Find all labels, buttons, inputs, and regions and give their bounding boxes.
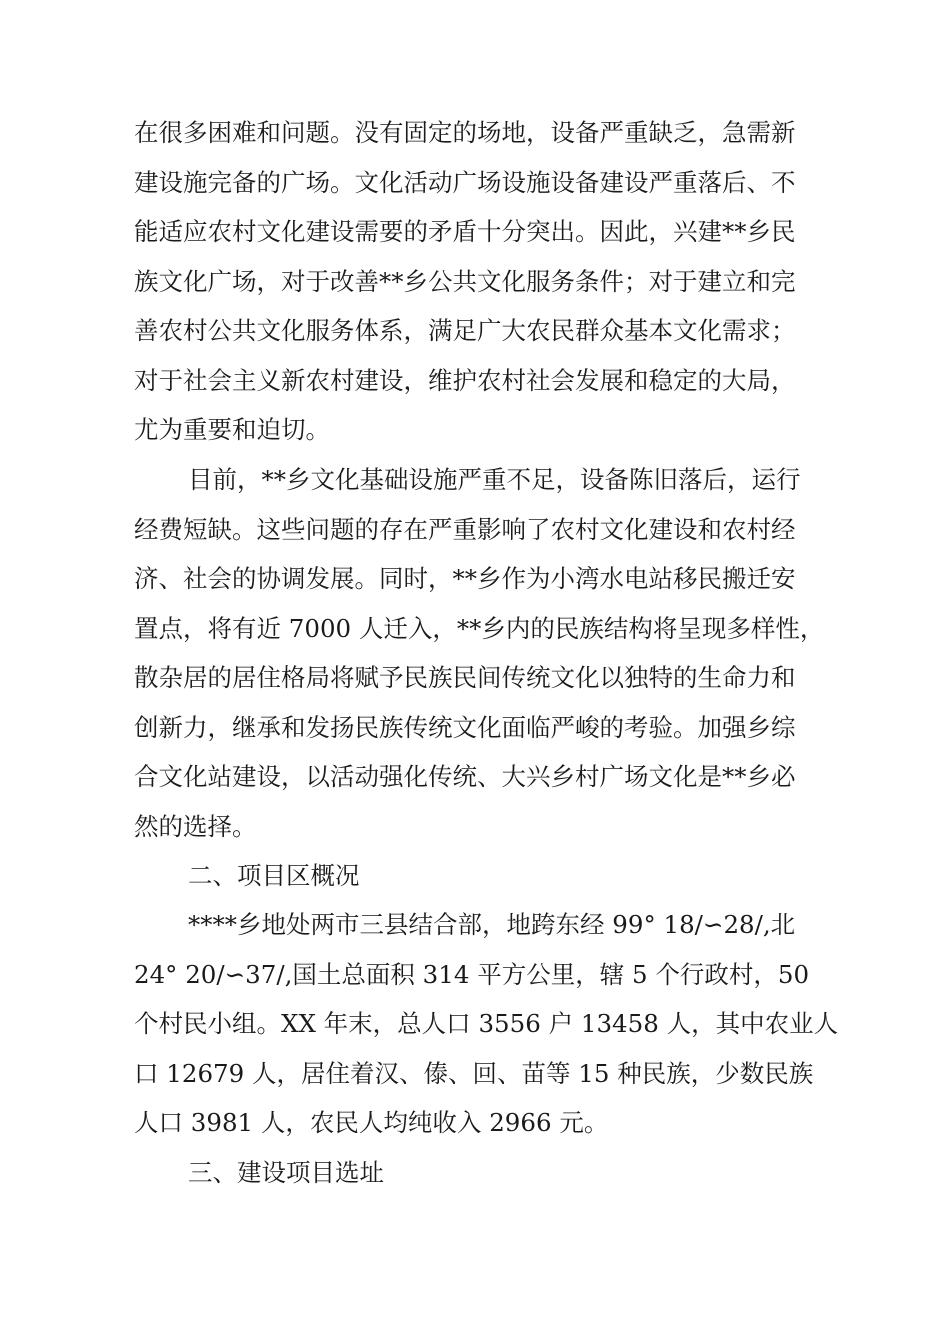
paragraph-line: 24° 20/∽37/,国土总面积 314 平方公里，辖 5 个行政村，50: [134, 959, 810, 989]
paragraph-line: 然的选择。: [134, 811, 257, 841]
paragraph-line: 合文化站建设，以活动强化传统、大兴乡村广场文化是**乡必: [134, 762, 796, 791]
paragraph-line: 在很多困难和问题。没有固定的场地，设备严重缺乏，急需新: [134, 118, 796, 147]
paragraph-line: 族文化广场，对于改善**乡公共文化服务条件；对于建立和完: [134, 266, 796, 296]
section-heading-text: 三、建设项目选址: [188, 1158, 384, 1187]
paragraph-line: 人口 3981 人，农民人均纯收入 2966 元。: [134, 1108, 609, 1137]
paragraph-line: 散杂居的居住格局将赋予民族民间传统文化以独特的生命力和: [134, 663, 796, 692]
paragraph-line: 尤为重要和迫切。: [134, 415, 330, 444]
paragraph-line: 个村民小组。XX 年末，总人口 3556 户 13458 人，其中农业人: [134, 1009, 839, 1038]
paragraph-line: 目前，**乡文化基础设施严重不足，设备陈旧落后，运行: [188, 465, 801, 494]
paragraph-line: 善农村公共文化服务体系，满足广大农民群众基本文化需求；: [134, 316, 796, 345]
paragraph-2: [134, 455, 834, 851]
paragraph-1: [134, 108, 834, 455]
paragraph-3: [134, 900, 839, 1148]
paragraph-line: 能适应农村文化建设需要的矛盾十分突出。因此，兴建**乡民: [134, 217, 796, 246]
section-heading-text: 二、项目区概况: [188, 861, 360, 890]
paragraph-line: 对于社会主义新农村建设，维护农村社会发展和稳定的大局，: [134, 365, 796, 395]
section-heading-3: [134, 1148, 834, 1198]
paragraph-line: 经费短缺。这些问题的存在严重影响了农村文化建设和农村经: [134, 514, 796, 544]
paragraph-line: ****乡地处两市三县结合部，地跨东经 99° 18/∽28/,北: [188, 910, 796, 939]
paragraph-line: 口 12679 人，居住着汉、傣、回、苗等 15 种民族，少数民族: [134, 1058, 814, 1088]
section-heading-2: [134, 851, 834, 901]
paragraph-line: 创新力，继承和发扬民族传统文化面临严峻的考验。加强乡综: [134, 712, 796, 742]
paragraph-line: 置点，将有近 7000 人迁入，**乡内的民族结构将呈现多样性，: [134, 613, 825, 643]
paragraph-line: 济、社会的协调发展。同时，**乡作为小湾水电站移民搬迁安: [134, 564, 796, 593]
paragraph-line: 建设施完备的广场。文化活动广场设施设备建设严重落后、不: [134, 167, 796, 197]
